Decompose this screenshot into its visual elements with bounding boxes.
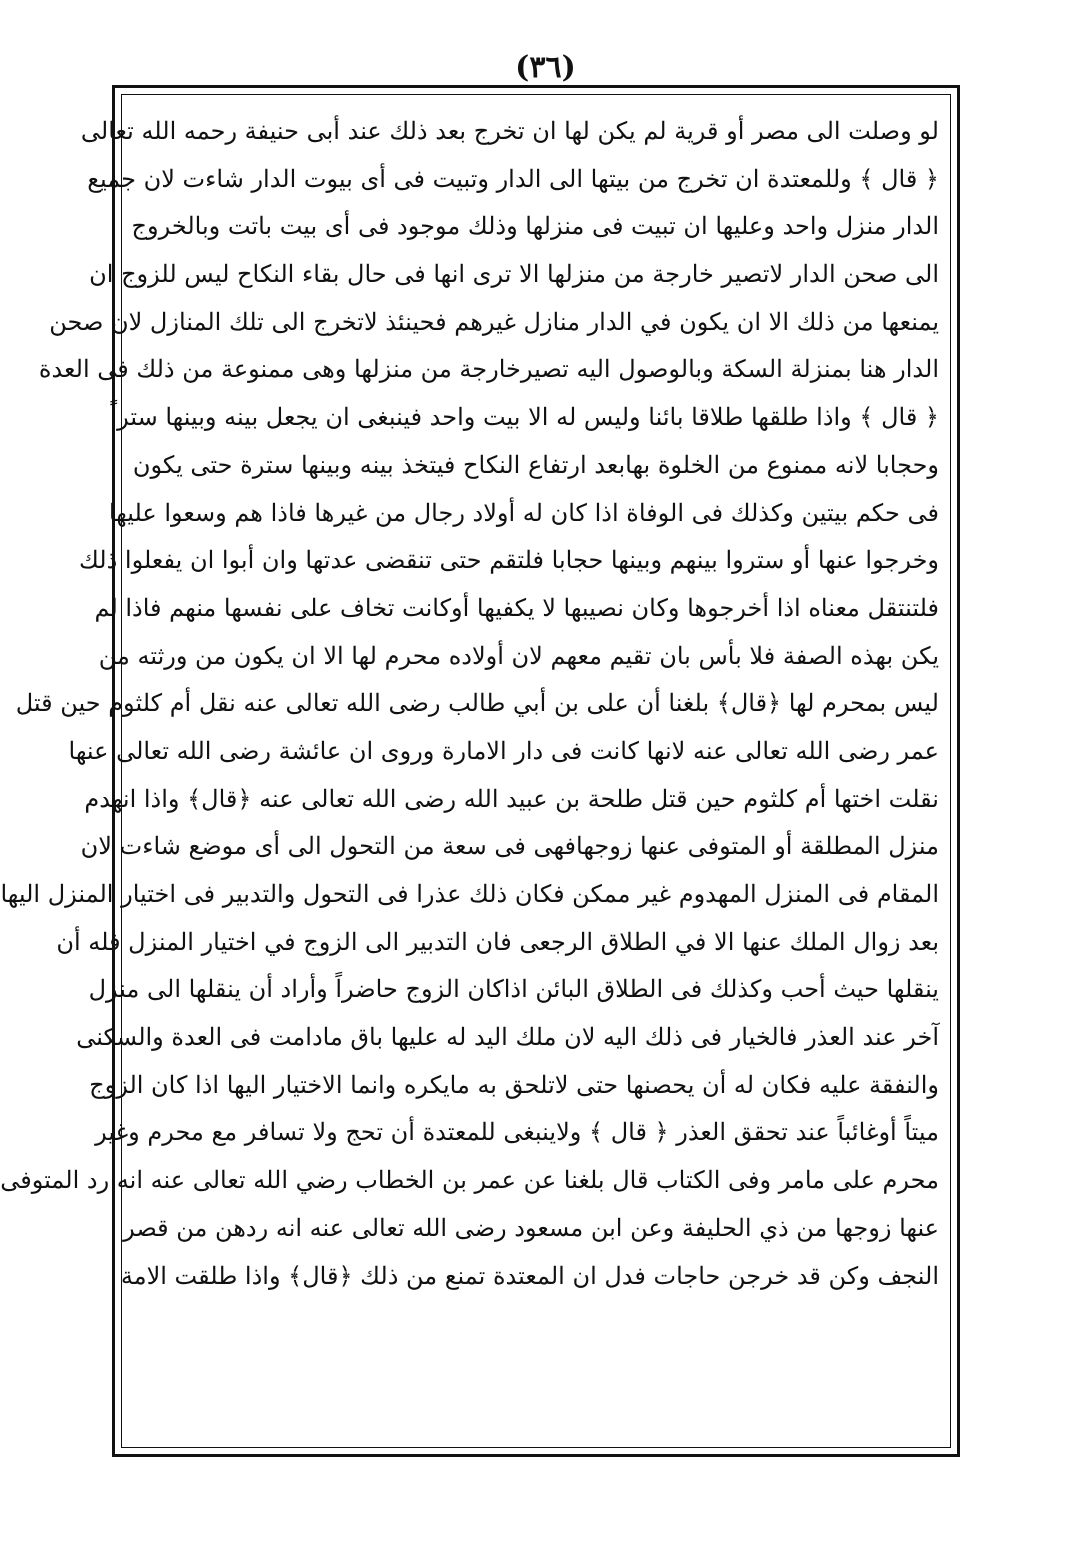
- text-line: عنها زوجها من ذي الحليفة وعن ابن مسعود رضى الله تعالى عنه انه ردهن من قصر: [123, 1213, 939, 1242]
- text-line: ميتاً أوغائباً عند تحقق العذر ﴿ قال ﴾ ولاينبغى للمعتدة أن تحج ولا تسافر مع محرم وغير: [95, 1118, 939, 1147]
- text-line: ليس بمحرم لها ﴿قال﴾ بلغنا أن على بن أبي طالب رضى الله تعالى عنه نقل أم كلثوم حين قتل: [15, 689, 939, 718]
- text-line: عمر رضى الله تعالى عنه لانها كانت فى دار الامارة وروى ان عائشة رضى الله تعالى عنها: [68, 736, 939, 765]
- text-line: يكن بهذه الصفة فلا بأس بان تقيم معهم لان أولاده محرم لها الا ان يكون من ورثته من: [98, 641, 939, 670]
- text-line: النجف وكن قد خرجن حاجات فدل ان المعتدة تمنع من ذلك ﴿قال﴾ واذا طلقت الامة: [120, 1261, 939, 1290]
- text-line: محرم على مامر وفى الكتاب قال بلغنا عن عمر بن الخطاب رضي الله تعالى عنه انه رد المتوفى: [0, 1166, 939, 1195]
- text-line: لو وصلت الى مصر أو قرية لم يكن لها ان تخرج بعد ذلك عند أبى حنيفة رحمه الله تعالى: [80, 117, 939, 145]
- text-line: بعد زوال الملك عنها الا في الطلاق الرجعى فان التدبير الى الزوج في اختيار المنزل فله أن: [56, 927, 939, 956]
- text-line: الى صحن الدار لاتصير خارجة من منزلها الا ترى انها فى حال بقاء النكاح ليس للزوج ان: [89, 260, 939, 289]
- text-line: يمنعها من ذلك الا ان يكون في الدار منازل غيرهم فحينئذ لاتخرج الى تلك المنازل لان صحن: [49, 307, 939, 336]
- text-line: المقام فى المنزل المهدوم غير ممكن فكان ذلك عذرا فى التحول والتدبير فى اختيار المنزل اليها: [0, 880, 939, 908]
- text-line: ينقلها حيث أحب وكذلك فى الطلاق البائن اذاكان الزوج حاضراً وأراد أن ينقلها الى منزل: [88, 975, 939, 1004]
- text-line: منزل المطلقة أو المتوفى عنها زوجهافهى فى سعة من التحول الى أى موضع شاءت لان: [80, 832, 939, 861]
- text-line: آخر عند العذر فالخيار فى ذلك اليه لان ملك اليد له عليها باق مادامت فى العدة والسكنى: [76, 1023, 939, 1052]
- text-line: والنفقة عليه فكان له أن يحصنها حتى لاتلحق به مايكره وانما الاختيار اليها اذا كان الزوج: [89, 1070, 939, 1099]
- text-body: [0, 108, 945, 1444]
- text-line: نقلت اختها أم كلثوم حين قتل طلحة بن عبيد الله رضى الله تعالى عنه ﴿قال﴾ واذا انهدم: [84, 784, 939, 813]
- page-number: (٣٦): [515, 50, 576, 85]
- text-line: الدار هنا بمنزلة السكة وبالوصول اليه تصيرخارجة من منزلها وهى ممنوعة من ذلك فى العدة: [38, 355, 939, 384]
- text-line: وخرجوا عنها أو ستروا بينهم وبينها حجابا فلتقم حتى تنقضى عدتها وان أبوا ان يفعلوا ذلك: [79, 546, 939, 575]
- text-line: الدار منزل واحد وعليها ان تبيت فى منزلها وذلك موجود فى أى بيت باتت وبالخروج: [131, 212, 939, 241]
- text-line: ﴿ قال ﴾ واذا طلقها طلاقا بائنا وليس له الا بيت واحد فينبغى ان يجعل بينه وبينها ستراً: [110, 403, 939, 432]
- text-line: فلتنتقل معناه اذا أخرجوها وكان نصيبها لا يكفيها أوكانت تخاف على نفسها منهم فاذا لم: [94, 593, 939, 622]
- text-line: فى حكم بيتين وكذلك فى الوفاة اذا كان له أولاد رجال من غيرها فاذا هم وسعوا عليها: [108, 498, 939, 527]
- text-line: ﴿ قال ﴾ وللمعتدة ان تخرج من بيتها الى الدار وتبيت فى أى بيوت الدار شاءت لان جميع: [87, 164, 939, 193]
- text-line: وحجابا لانه ممنوع من الخلوة بهابعد ارتفاع النكاح فيتخذ بينه وبينها سترة حتى يكون: [132, 450, 939, 479]
